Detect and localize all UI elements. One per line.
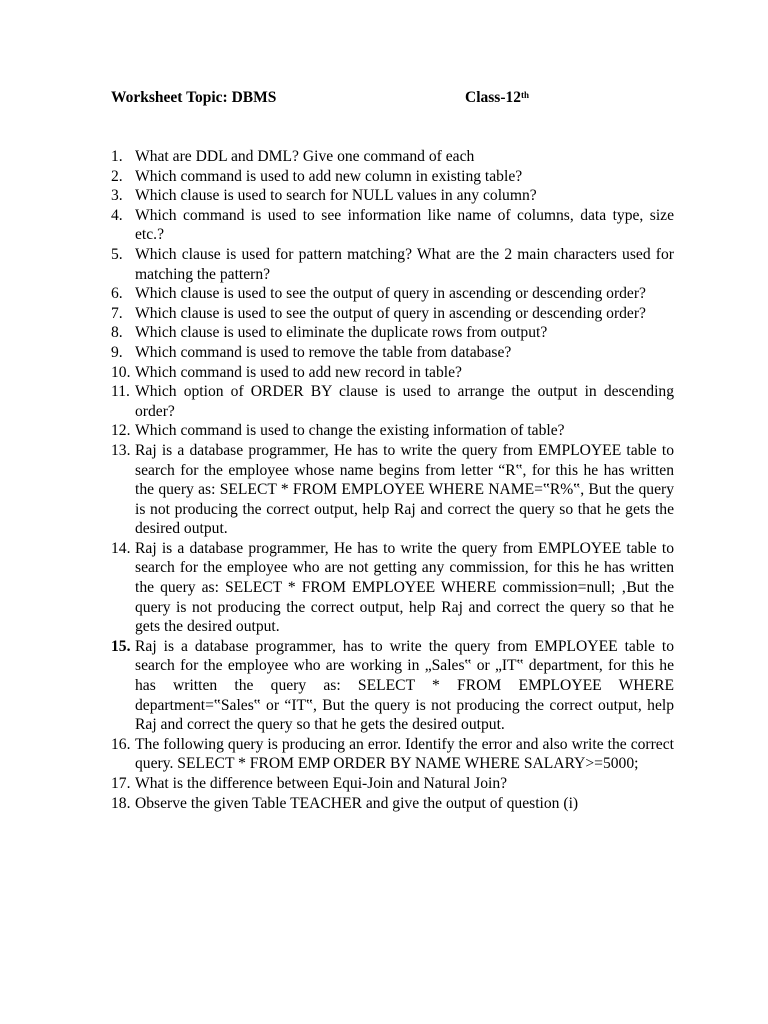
question-text: Which clause is used to see the output of query in ascending or descending order? [135, 285, 646, 303]
question-number: 2. [111, 167, 123, 185]
question-item [111, 794, 674, 814]
question-item [111, 147, 674, 167]
question-item [111, 735, 674, 774]
question-number: 15. [111, 637, 131, 655]
question-number: 12. [111, 422, 131, 440]
question-number: 3. [111, 187, 123, 205]
question-item [111, 304, 674, 324]
question-text: Which command is used to change the existing information of table? [135, 422, 565, 440]
question-text: Which option of ORDER BY clause is used to arrange the output in descending order? [135, 383, 674, 420]
question-text: Which command is used to add new record in table? [135, 363, 462, 381]
question-number: 17. [111, 775, 131, 792]
class-label [465, 88, 529, 108]
question-item [111, 774, 674, 794]
question-number: 8. [111, 324, 123, 342]
question-number: 7. [111, 304, 123, 322]
question-list [111, 147, 674, 813]
question-text: Which command is used to add new column in existing table? [135, 167, 523, 185]
worksheet-header [111, 88, 674, 110]
question-text: Which command is used to see information like name of columns, data type, size etc.? [135, 206, 674, 244]
question-number: 5. [111, 245, 123, 263]
question-item [111, 323, 674, 343]
question-text: Raj is a database programmer, He has to write the query from EMPLOYEE table to search for the employee whose name begins from letter “R‟, for this he has written the query as: SELECT * FROM EMPLOYEE WHERE NAME=‟R%‟, But the query is not producing the correct output, help Raj and correct the query so that he gets the desired output. [135, 441, 674, 538]
question-item [111, 539, 674, 637]
question-text: Which clause is used for pattern matching? What are the 2 main characters used for matching the pattern? [135, 245, 674, 283]
class-label-superscript: th [520, 90, 529, 100]
question-text: Which clause is used to search for NULL values in any column? [135, 187, 537, 205]
question-number: 14. [111, 539, 131, 557]
question-number: 9. [111, 343, 123, 361]
class-label-text: Class-12 [465, 89, 521, 106]
question-number: 10. [111, 363, 131, 381]
question-text: Observe the given Table TEACHER and give the output of question (i) [135, 794, 579, 812]
worksheet-topic: Worksheet Topic: DBMS [111, 89, 277, 106]
question-text: What are DDL and DML? Give one command of each [135, 148, 475, 165]
question-text: Which command is used to remove the table from database? [135, 343, 512, 361]
question-number: 16. [111, 735, 131, 753]
question-text: Raj is a database programmer, has to write the query from EMPLOYEE table to search for the employee who are working in „Sales‟ or „IT‟ department, for this he has written the query as: SELECT * FROM EMPLOYEE WHERE department=‟Sales‟ or “IT‟, But the query is not producing the correct output, help Raj and correct the query so that he gets the desired output. [135, 637, 674, 734]
question-text: What is the difference between Equi-Join and Natural Join? [135, 775, 508, 792]
question-item [111, 637, 674, 735]
question-number: 13. [111, 441, 131, 459]
question-text: Raj is a database programmer, He has to write the query from EMPLOYEE table to search for the employee who are not getting any commission, for this he has written the query as: SELECT * FROM EMPLOYEE WHERE commission=null; ‚But the query is not producing the correct output, help Raj and correct the query so that he gets the desired output. [135, 539, 674, 636]
question-number: 1. [111, 148, 123, 165]
question-item [111, 186, 674, 206]
question-item [111, 284, 674, 304]
question-number: 6. [111, 285, 123, 303]
question-number: 11. [111, 383, 130, 401]
question-item [111, 167, 674, 187]
question-text: Which clause is used to see the output of query in ascending or descending order? [135, 304, 646, 322]
question-text: Which clause is used to eliminate the duplicate rows from output? [135, 324, 548, 342]
question-number: 4. [111, 206, 123, 224]
question-text: The following query is producing an error. Identify the error and also write the correct query. SELECT * FROM EMP ORDER BY NAME WHERE SALARY>=5000; [135, 735, 674, 773]
question-item [111, 421, 674, 441]
question-item [111, 245, 674, 284]
question-item [111, 206, 674, 245]
question-item [111, 382, 674, 421]
question-item [111, 343, 674, 363]
question-item [111, 363, 674, 383]
question-item [111, 441, 674, 539]
question-number: 18. [111, 794, 131, 812]
